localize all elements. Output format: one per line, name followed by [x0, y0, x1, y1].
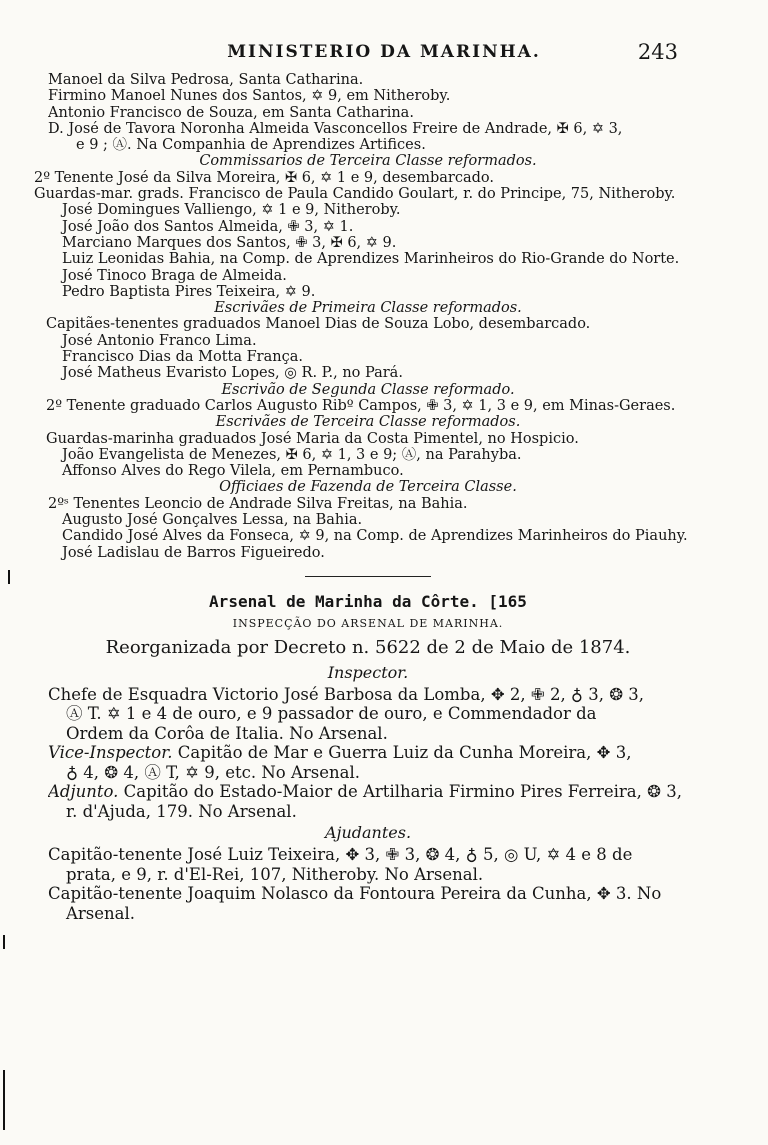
entry-line: José Ladislau de Barros Figueiredo. — [62, 544, 325, 561]
entry-line: Augusto José Gonçalves Lessa, na Bahia. — [62, 512, 363, 529]
section-divider — [305, 576, 431, 577]
margin-mark — [8, 570, 10, 584]
entry-line: Pedro Baptista Pires Teixeira, ✡ 9. — [62, 283, 316, 300]
running-title: MINISTERIO DA MARINHA. — [227, 42, 541, 62]
inspector-line: Chefe de Esquadra Victorio José Barbosa da Lomba, ✥ 2, ✙ 2, ♁ 3, ❂ 3, — [48, 684, 645, 704]
page-header — [0, 40, 768, 70]
entry-line: José Tinoco Braga de Almeida. — [62, 267, 287, 284]
margin-mark — [3, 1070, 5, 1130]
entry-line: Guardas-mar. grads. Francisco de Paula Candido Goulart, r. do Principe, 75, Nitheroby. — [34, 186, 676, 203]
adjunto-label: Adjunto. — [48, 782, 119, 802]
entry-line: e 9 ; Ⓐ. Na Companhia de Aprendizes Artifices. — [76, 137, 426, 154]
section-subtitle: INSPECÇÃO DO ARSENAL DE MARINHA. — [232, 616, 504, 630]
inspector-heading: Inspector. — [327, 662, 409, 682]
entry-line: Affonso Alves do Rego Vilela, em Pernambuco. — [62, 463, 404, 480]
ajudante-line: Capitão-tenente Joaquim Nolasco da Fontoura Pereira da Cunha, ✥ 3. No — [48, 884, 662, 904]
entry-line: Guardas-marinha graduados José Maria da Costa Pimentel, no Hospicio. — [46, 430, 579, 447]
entry-line: 2º Tenente graduado Carlos Augusto Ribº Campos, ✙ 3, ✡ 1, 3 e 9, em Minas-Geraes. — [46, 397, 676, 414]
adjunto-line — [48, 782, 688, 802]
subheading: Escrivão de Segunda Classe reformado. — [221, 381, 515, 398]
entry-line: José Matheus Evaristo Lopes, ◎ R. P., no Pará. — [62, 365, 403, 382]
entry-line: José João dos Santos Almeida, ✙ 3, ✡ 1. — [62, 218, 354, 235]
entry-line: Candido José Alves da Fonseca, ✡ 9, na Comp. de Aprendizes Marinheiros do Piauhy. — [62, 528, 688, 545]
entry-line: José Domingues Valliengo, ✡ 1 e 9, Nitheroby. — [62, 202, 401, 219]
ajudantes-heading: Ajudantes. — [324, 823, 412, 843]
vice-inspector-label: Vice-Inspector. — [48, 743, 173, 763]
ajudante-line: Arsenal. — [66, 903, 136, 923]
margin-mark — [3, 935, 5, 949]
vice-inspector-line — [48, 743, 688, 763]
page-body — [34, 72, 688, 923]
subheading: Officiaes de Fazenda de Terceira Classe. — [219, 479, 517, 496]
decree-line: Reorganizada por Decreto n. 5622 de 2 de Maio de 1874. — [105, 636, 631, 658]
entry-line: Francisco Dias da Motta França. — [62, 349, 303, 366]
subheading: Commissarios de Terceira Classe reformados. — [199, 153, 537, 170]
page-number: 243 — [637, 40, 678, 64]
section-title: Arsenal de Marinha da Côrte. [165 — [209, 591, 527, 611]
entry-line: D. José de Tavora Noronha Almeida Vasconcellos Freire de Andrade, ✠ 6, ✡ 3, — [48, 120, 623, 137]
subheading: Escrivães de Terceira Classe reformados. — [215, 414, 521, 431]
entry-line: Luiz Leonidas Bahia, na Comp. de Aprendizes Marinheiros do Rio-Grande do Norte. — [62, 251, 680, 268]
adjunto-line: r. d'Ajuda, 179. No Arsenal. — [66, 801, 297, 821]
entry-line: 2ºˢ Tenentes Leoncio de Andrade Silva Freitas, na Bahia. — [48, 495, 468, 512]
entry-line: João Evangelista de Menezes, ✠ 6, ✡ 1, 3 e 9; Ⓐ, na Parahyba. — [62, 446, 522, 463]
entry-line: Capitães-tenentes graduados Manoel Dias de Souza Lobo, desembarcado. — [46, 316, 591, 333]
entry-line: Manoel da Silva Pedrosa, Santa Catharina. — [48, 72, 364, 88]
vice-inspector-text: Capitão de Mar e Guerra Luiz da Cunha Moreira, ✥ 3, — [172, 743, 632, 763]
ajudante-line: Capitão-tenente José Luiz Teixeira, ✥ 3, ✙ 3, ❂ 4, ♁ 5, ◎ U, ✡ 4 e 8 de — [48, 845, 633, 865]
entry-line: José Antonio Franco Lima. — [62, 332, 257, 349]
vice-inspector-line: ♁ 4, ❂ 4, Ⓐ T, ✡ 9, etc. No Arsenal. — [66, 762, 360, 782]
entry-line: Antonio Francisco de Souza, em Santa Catharina. — [48, 104, 414, 121]
entry-line: 2º Tenente José da Silva Moreira, ✠ 6, ✡ 1 e 9, desembarcado. — [34, 169, 494, 186]
ajudante-line: prata, e 9, r. d'El-Rei, 107, Nitheroby. No Arsenal. — [66, 864, 484, 884]
entry-line: Firmino Manoel Nunes dos Santos, ✡ 9, em Nitheroby. — [48, 88, 451, 105]
subheading: Escrivães de Primeira Classe reformados. — [214, 300, 522, 317]
inspector-line: Ordem da Corôa de Italia. No Arsenal. — [66, 723, 388, 743]
inspector-line: Ⓐ T. ✡ 1 e 4 de ouro, e 9 passador de ouro, e Commendador da — [66, 704, 597, 724]
entry-line: Marciano Marques dos Santos, ✙ 3, ✠ 6, ✡ 9. — [62, 234, 397, 251]
adjunto-text: Capitão do Estado-Maior de Artilharia Firmino Pires Ferreira, ❂ 3, — [118, 782, 682, 802]
